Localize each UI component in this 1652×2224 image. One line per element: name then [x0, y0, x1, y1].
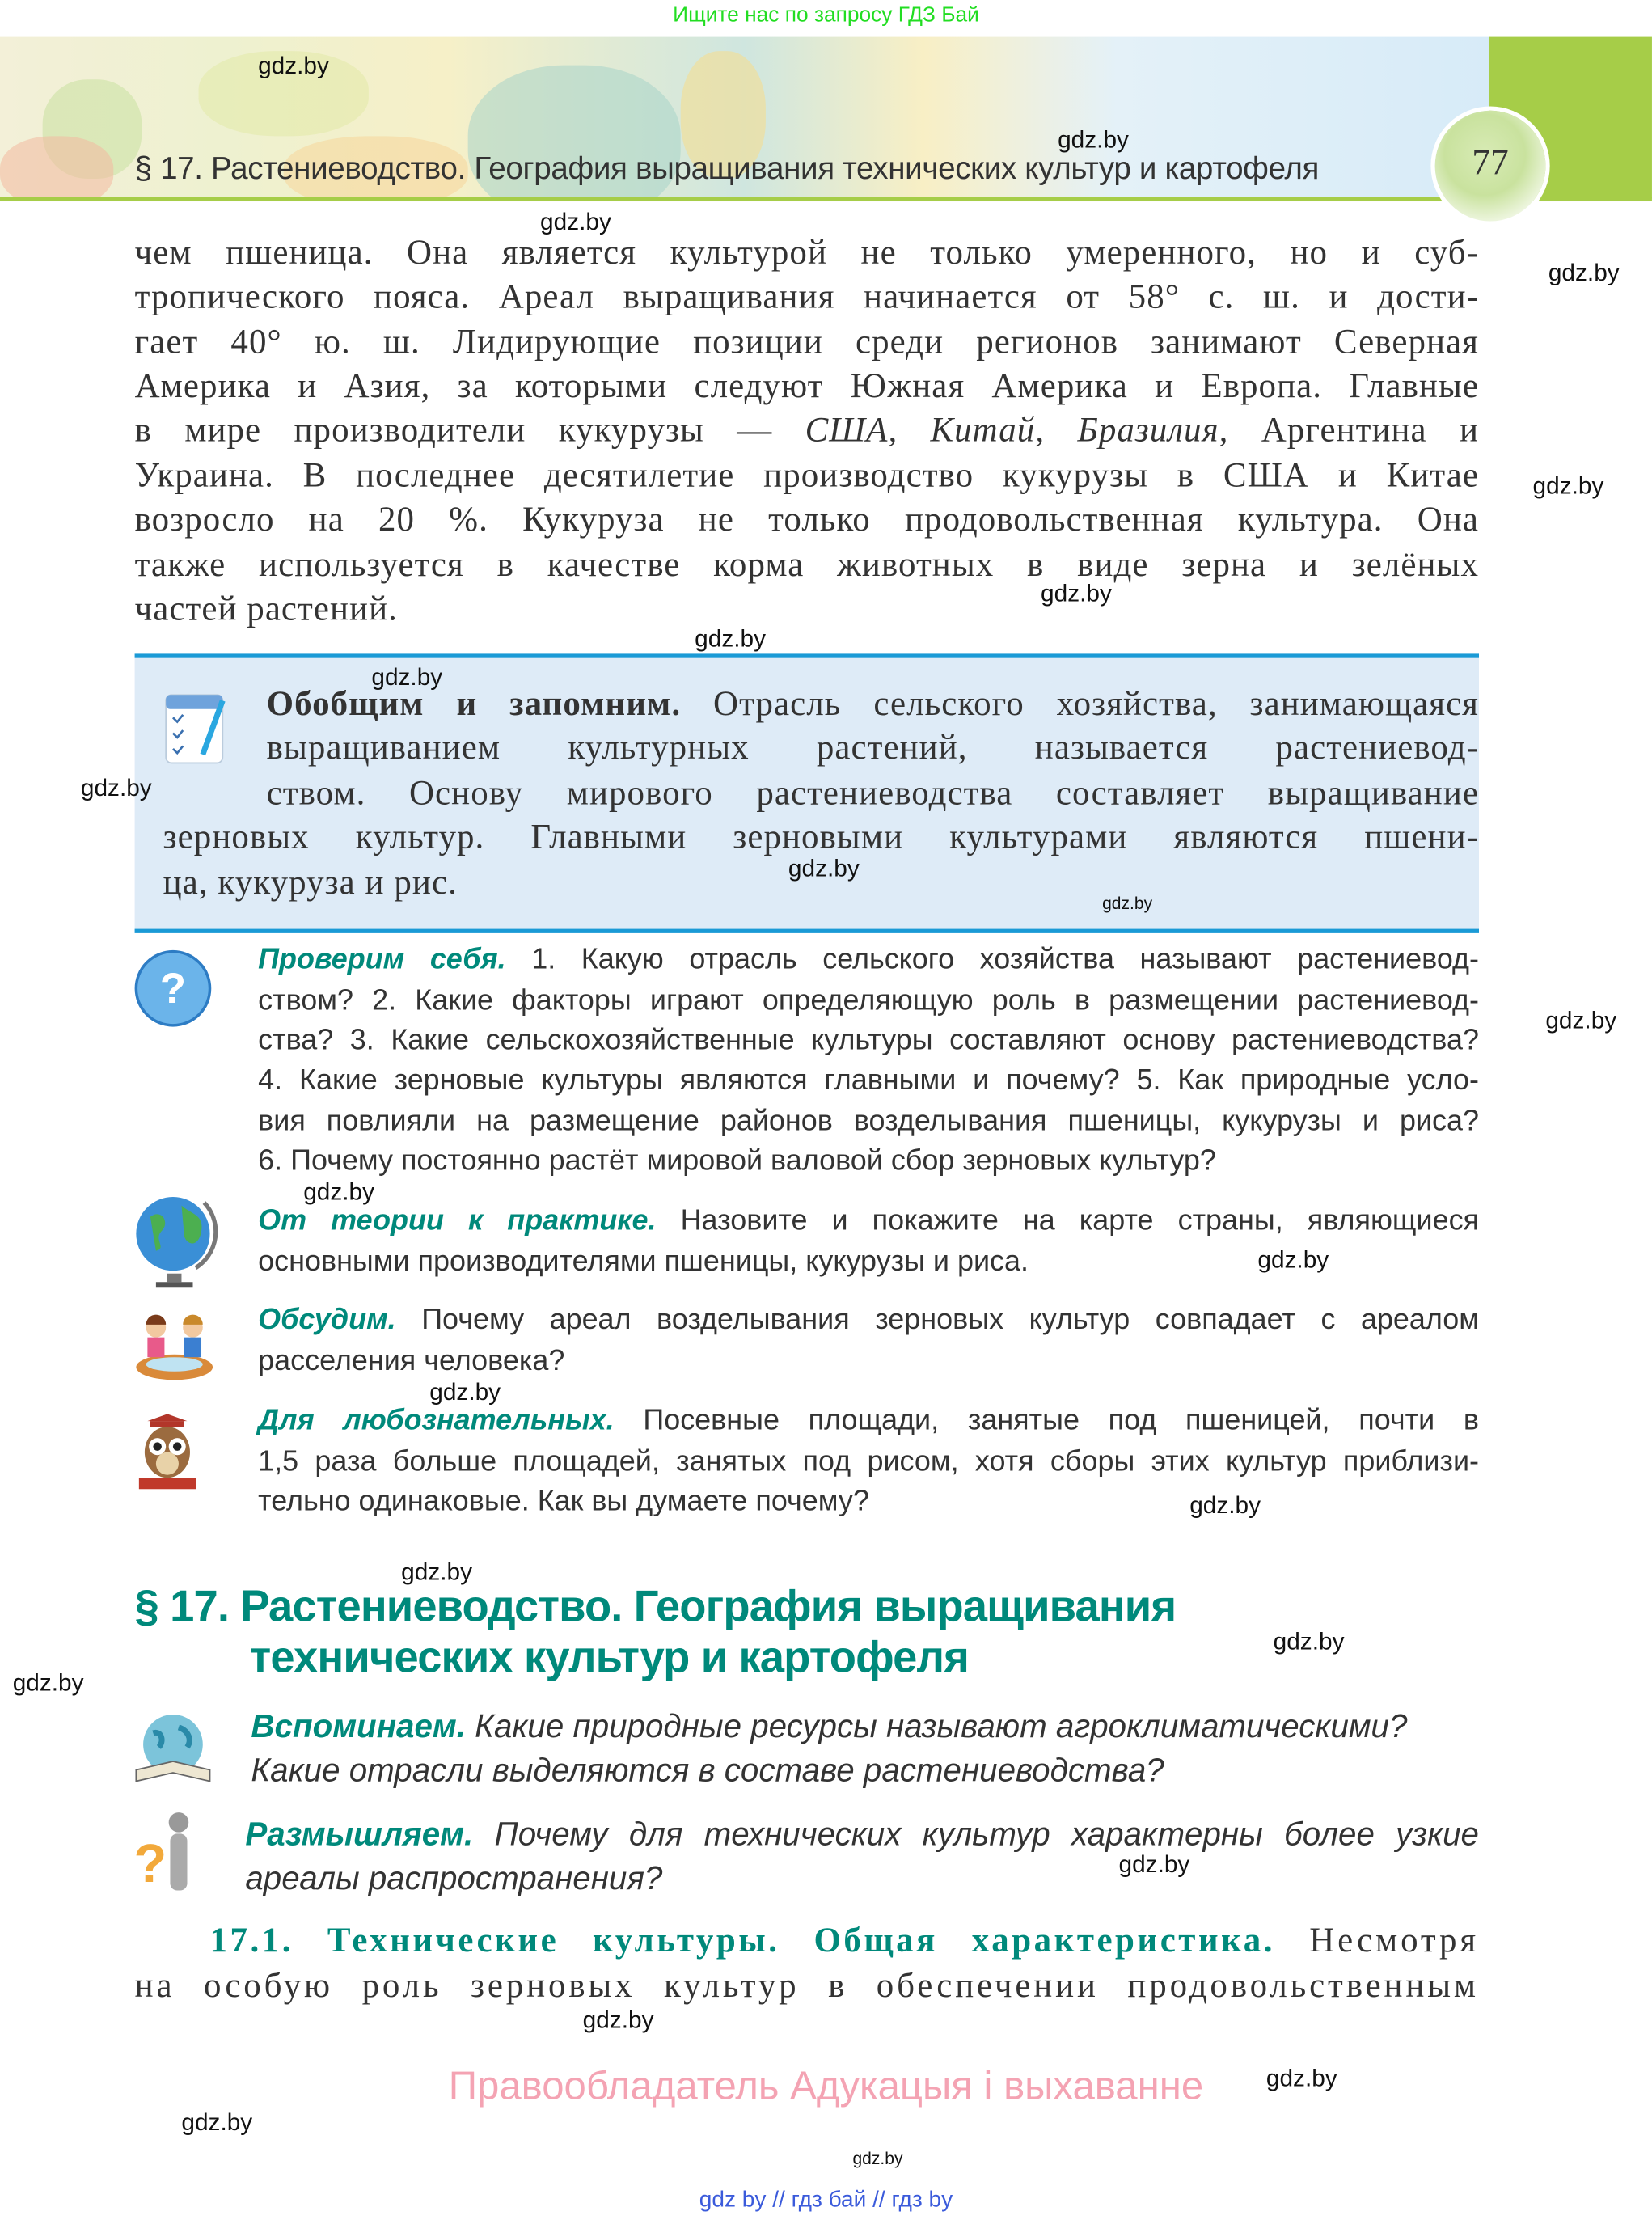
- owl-scholar-icon: [136, 1413, 198, 1495]
- curious-text: 1,5 раза больше площадей, занятых под рисом, хотя сборы этих культур приблизи-: [258, 1444, 1480, 1478]
- discuss-line: [258, 1344, 1479, 1378]
- summary-line: [267, 774, 1479, 814]
- watermark: gdz.by: [1548, 259, 1620, 287]
- main-line: [135, 545, 1479, 585]
- practice-text: Назовите и покажите на карте страны, являющиеся: [656, 1204, 1480, 1237]
- main-text: Аргентина и: [1228, 412, 1480, 450]
- section-text: Несмотря: [1275, 1921, 1480, 1960]
- recall-text: Какие природные ресурсы называют агроклиматическими?: [465, 1706, 1408, 1744]
- check-text: вия повлияли на размещение районов возделывания пшеницы, кукурузы и риса?: [258, 1104, 1480, 1138]
- main-line: [135, 323, 1479, 362]
- watermark: gdz.by: [1102, 893, 1153, 914]
- check-line: [258, 1024, 1479, 1058]
- main-line: [135, 412, 1479, 451]
- top-note: Ищите нас по запросу ГДЗ Бай: [673, 2, 979, 27]
- heading-line: [250, 1632, 969, 1683]
- globe-book-icon: [133, 1713, 213, 1784]
- main-line: [135, 367, 1479, 407]
- watermark: gdz.by: [1189, 1491, 1261, 1520]
- summary-text: Отрасль сельского хозяйства, занимающаяся: [681, 684, 1480, 723]
- svg-text:?: ?: [133, 1834, 167, 1895]
- watermark: gdz.by: [1273, 1628, 1345, 1655]
- summary-text: зерновых культур. Главными зерновыми культурами являются пшени-: [163, 818, 1480, 857]
- summary-label: Обобщим и запомним.: [266, 684, 682, 723]
- check-text: 6. Почему постоянно растёт мировой валовой сбор зерновых культур?: [258, 1144, 1216, 1178]
- watermark: gdz.by: [181, 2108, 253, 2136]
- question-mark-icon: [133, 949, 213, 1028]
- main-line: [135, 501, 1479, 540]
- reflect-line: [245, 1859, 1479, 1897]
- practice-line: [258, 1204, 1479, 1238]
- check-text: 1. Какую отрасль сельского хозяйства называют растениевод-: [505, 943, 1480, 976]
- summary-line: [163, 818, 1479, 858]
- summary-text: выращиванием культурных растений, называется растениевод-: [266, 729, 1480, 768]
- watermark: gdz.by: [1257, 1246, 1329, 1274]
- section-text: на особую роль зерновых культур в обеспечении продовольственным: [134, 1966, 1480, 2006]
- reflect-line: [245, 1815, 1479, 1853]
- main-text: возросло на 20 %. Кукуруза не только продовольственная культура. Она: [134, 501, 1480, 539]
- curious-label: Для любознательных.: [258, 1404, 615, 1437]
- running-header-title: § 17. Растениеводство. География выращивания технических культур и картофеля: [134, 150, 1320, 186]
- watermark: gdz.by: [371, 663, 443, 691]
- practice-label: От теории к практике.: [258, 1204, 657, 1237]
- watermark: gdz.by: [540, 208, 611, 236]
- main-text: США, Китай, Бразилия,: [805, 412, 1229, 450]
- check-label: Проверим себя.: [258, 943, 506, 976]
- check-line: [258, 1105, 1479, 1139]
- reflect-label: Размышляем.: [245, 1815, 474, 1852]
- main-text: Америка и Азия, за которыми следуют Южная Америка и Европа. Главные: [134, 367, 1480, 406]
- main-line: [135, 234, 1479, 273]
- main-text: тропического пояса. Ареал выращивания начинается от 58° с. ш. и дости-: [134, 278, 1480, 317]
- curious-line: [258, 1405, 1479, 1439]
- watermark: gdz.by: [12, 1668, 84, 1697]
- watermark: gdz.by: [695, 625, 767, 653]
- main-text: также используется в качестве корма животных в виде зерна и зелёных: [134, 545, 1480, 584]
- notepad-checklist-icon: [160, 689, 237, 768]
- watermark: gdz.by: [401, 1558, 473, 1586]
- discuss-text: расселения человека?: [258, 1344, 565, 1377]
- heading-line: [135, 1581, 1177, 1632]
- main-text: частей растений.: [134, 590, 398, 628]
- main-line: [135, 456, 1479, 496]
- children-discussing-icon: [133, 1310, 216, 1384]
- thinking-figure-question-icon: [133, 1811, 201, 1896]
- watermark: gdz.by: [788, 855, 860, 882]
- watermark: gdz.by: [1041, 580, 1112, 607]
- curious-text: Посевные площади, занятые под пшеницей, почти в: [614, 1404, 1480, 1437]
- discuss-label: Обсудим.: [258, 1304, 396, 1337]
- watermark: gdz.by: [1265, 2065, 1337, 2092]
- heading-text: § 17. Растениеводство. География выращивания: [134, 1580, 1177, 1631]
- curious-line: [258, 1445, 1479, 1479]
- summary-text: ством. Основу мирового растениеводства составляет выращивание: [266, 774, 1480, 813]
- check-line: [258, 1145, 1479, 1179]
- main-text: Украина. В последнее десятилетие производство кукурузы в США и Китае: [134, 456, 1480, 495]
- svg-text:?: ?: [159, 964, 187, 1013]
- discuss-line: [258, 1304, 1479, 1338]
- recall-line: [251, 1751, 1479, 1789]
- header-divider: [0, 197, 1652, 201]
- page-number: 77: [1472, 142, 1509, 184]
- curious-text: тельно одинаковые. Как вы думаете почему?: [258, 1485, 869, 1518]
- watermark: gdz.by: [429, 1378, 501, 1406]
- watermark: gdz.by: [582, 2006, 654, 2034]
- main-text: чем пшеница. Она является культурой не только умеренного, но и суб-: [134, 233, 1480, 273]
- watermark: gdz.by: [852, 2148, 903, 2169]
- heading-text: технических культур и картофеля: [249, 1631, 969, 1682]
- check-line: [258, 1064, 1479, 1098]
- section-label: 17.1. Технические культуры. Общая характеристика.: [209, 1921, 1276, 1960]
- curious-line: [258, 1486, 1479, 1520]
- watermark: gdz.by: [1058, 126, 1129, 154]
- check-text: 4. Какие зерновые культуры являются главными и почему? 5. Как природные усло-: [258, 1064, 1480, 1097]
- check-line: [258, 944, 1479, 978]
- watermark: gdz.by: [1545, 1007, 1617, 1034]
- main-text: в мире производители кукурузы —: [134, 412, 805, 450]
- footer-links[interactable]: gdz by // гдз бай // гдз by: [699, 2188, 953, 2213]
- recall-text: Какие отрасли выделяются в составе растениеводства?: [251, 1751, 1164, 1788]
- summary-line: [267, 685, 1479, 725]
- watermark: gdz.by: [80, 774, 152, 801]
- reflect-text: ареалы распространения?: [245, 1858, 663, 1896]
- recall-label: Вспоминаем.: [251, 1706, 466, 1744]
- watermark: gdz.by: [1532, 471, 1604, 500]
- copyright-notice: Правообладатель Адукацыя і выхаванне: [448, 2063, 1204, 2108]
- summary-line: [267, 729, 1479, 769]
- watermark: gdz.by: [258, 52, 329, 80]
- recall-line: [251, 1707, 1479, 1745]
- main-line: [135, 278, 1479, 318]
- watermark: gdz.by: [1118, 1850, 1190, 1878]
- summary-text: ца, кукуруза и рис.: [163, 863, 458, 902]
- discuss-text: Почему ареал возделывания зерновых культур совпадает с ареалом: [395, 1304, 1480, 1337]
- check-line: [258, 983, 1479, 1017]
- check-text: ства? 3. Какие сельскохозяйственные культуры составляют основу растениеводства?: [258, 1024, 1480, 1057]
- watermark: gdz.by: [303, 1178, 375, 1206]
- section-line: [135, 1967, 1479, 2006]
- main-line: [135, 590, 1479, 629]
- practice-text: основными производителями пшеницы, кукурузы и риса.: [258, 1245, 1029, 1278]
- check-text: ством? 2. Какие факторы играют определяющую роль в размещении растениевод-: [258, 983, 1480, 1017]
- reflect-text: Почему для технических культур характерны более узкие: [473, 1815, 1480, 1852]
- main-text: гает 40° ю. ш. Лидирующие позиции среди регионов занимают Северная: [134, 323, 1480, 362]
- section-line: [210, 1922, 1479, 1961]
- globe-icon: [133, 1191, 218, 1291]
